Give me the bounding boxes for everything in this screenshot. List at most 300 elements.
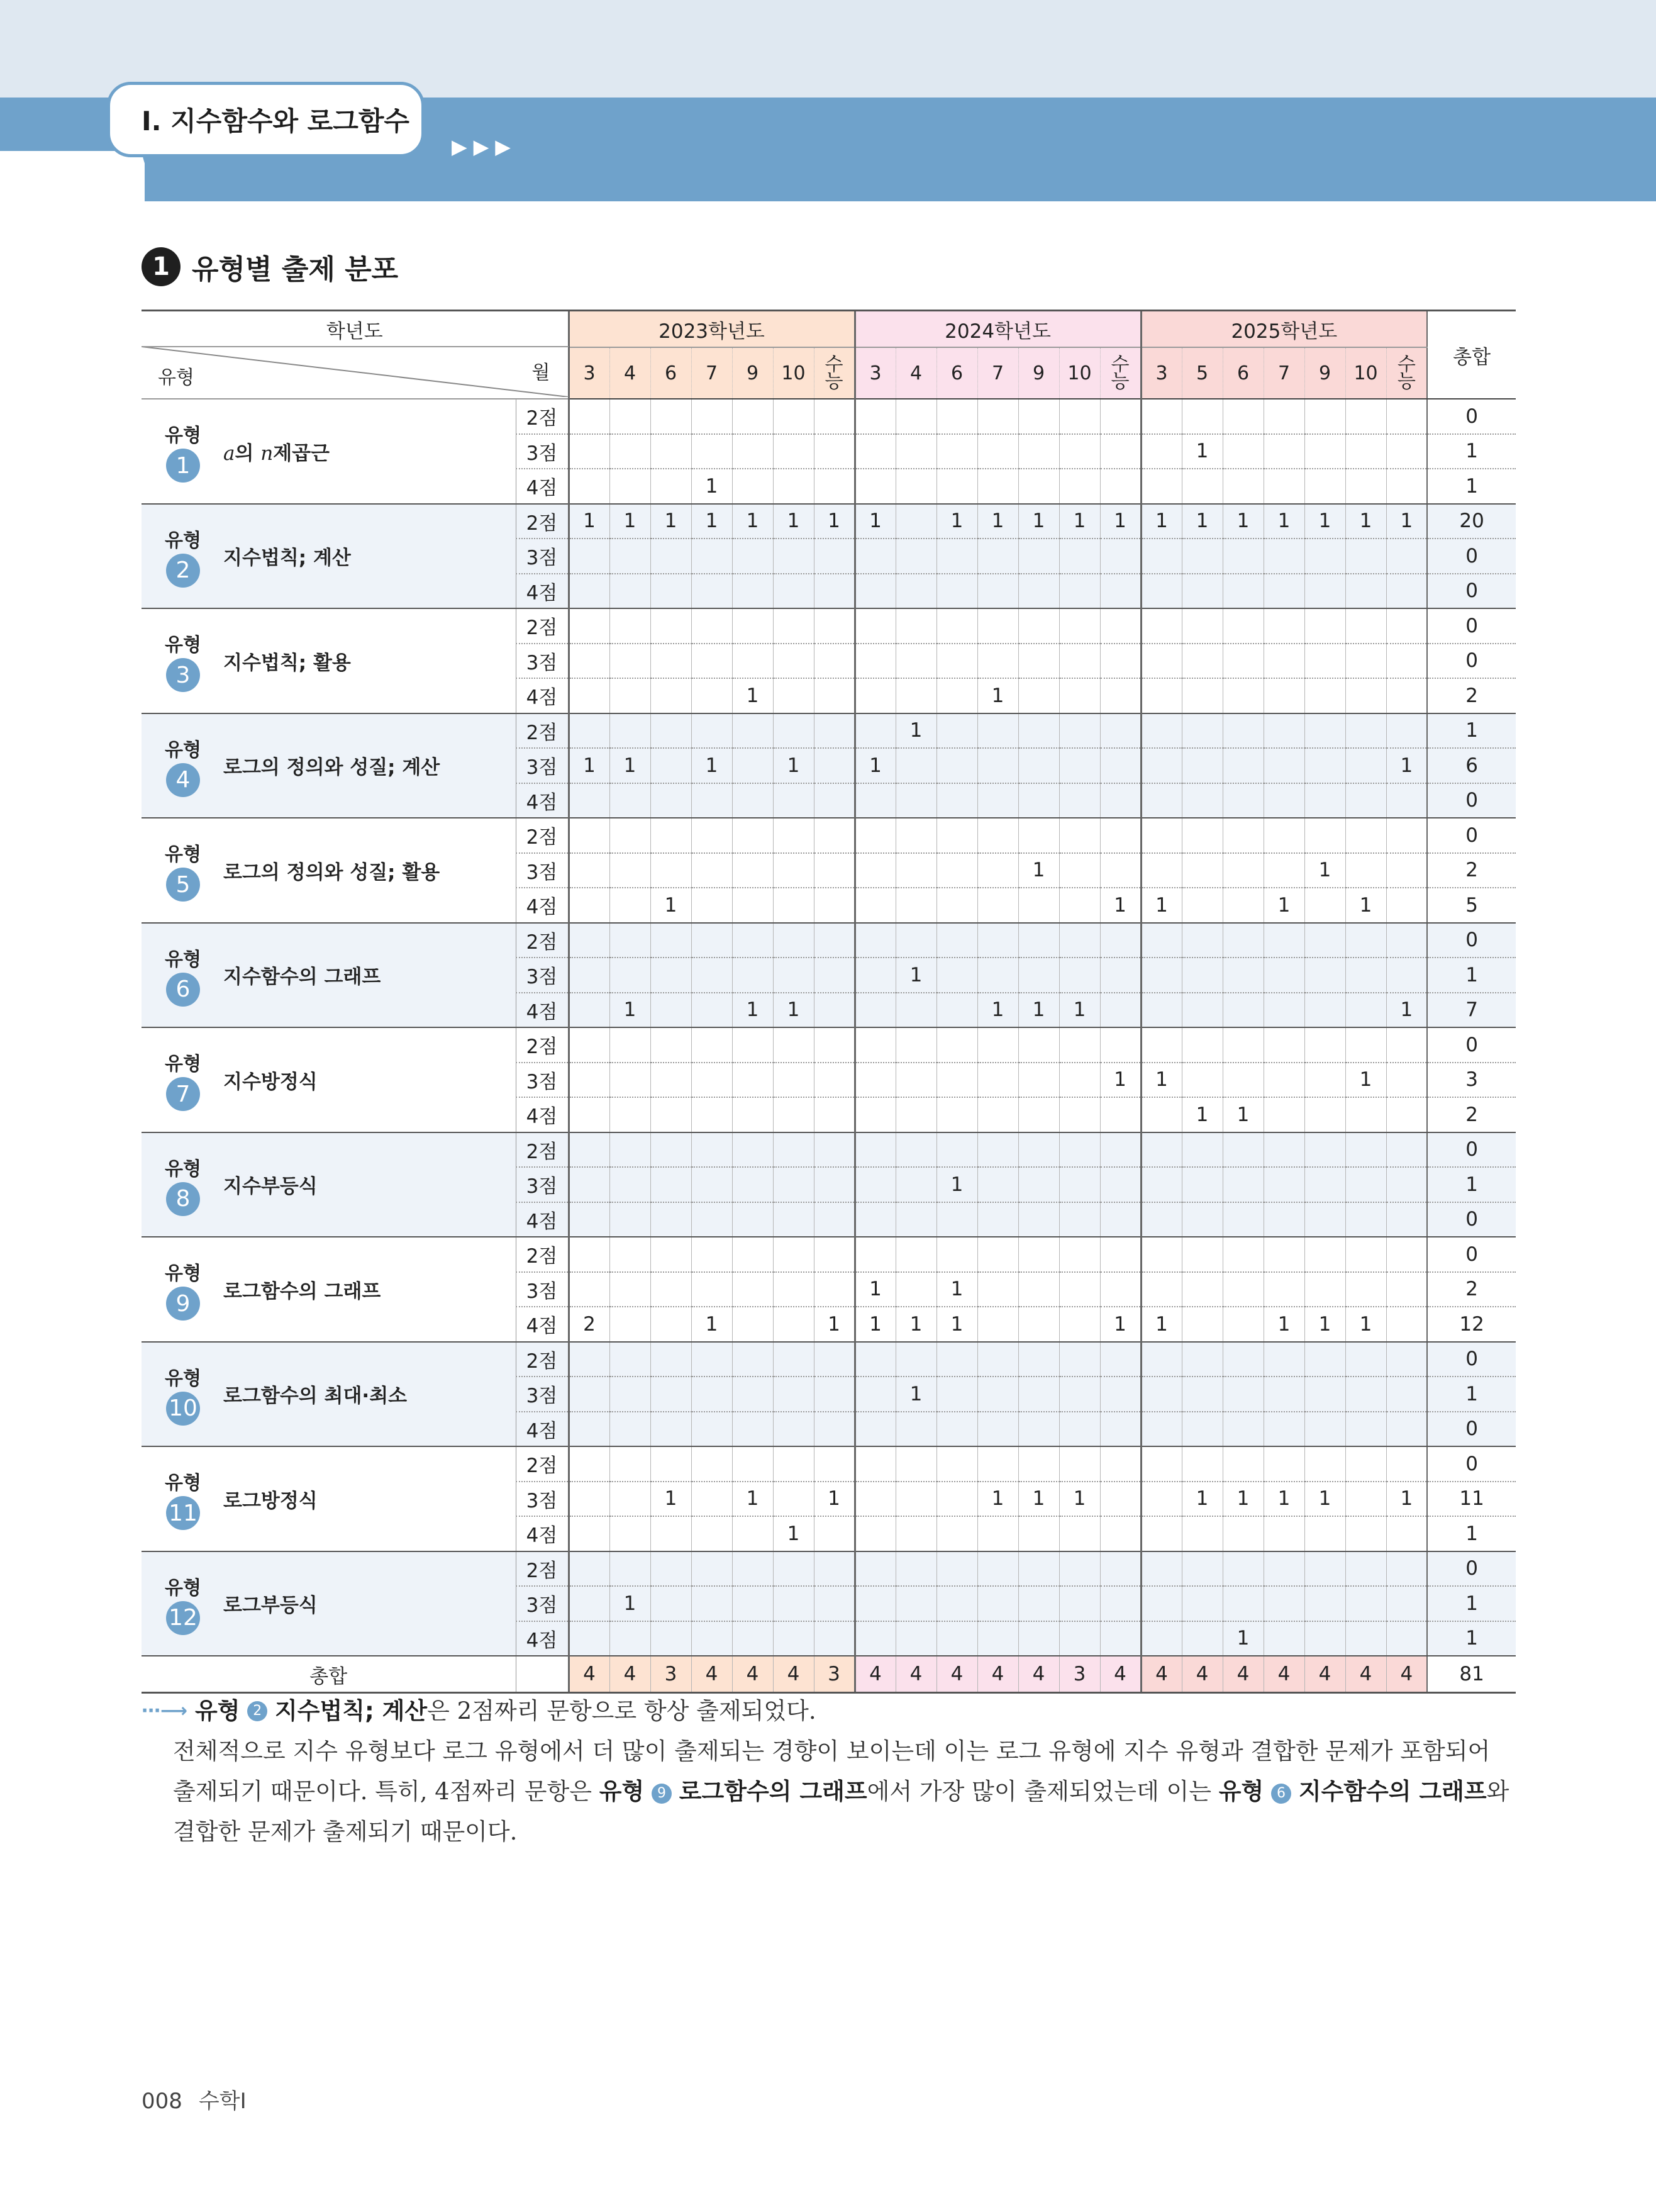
row-total: 0 <box>1427 1342 1516 1377</box>
count-cell: 1 <box>691 469 732 504</box>
type-number-badge: 10 <box>166 1392 200 1426</box>
count-cell <box>896 1237 936 1272</box>
count-cell <box>609 1621 650 1656</box>
count-cell <box>650 539 691 574</box>
count-cell <box>1386 958 1427 993</box>
row-total: 2 <box>1427 678 1516 713</box>
point-label: 3점 <box>516 1377 569 1412</box>
count-cell <box>650 713 691 749</box>
note1-type-label: 유형 <box>195 1697 240 1724</box>
count-cell <box>855 1237 896 1272</box>
count-cell <box>732 1202 773 1237</box>
count-cell <box>1018 1412 1059 1447</box>
count-cell <box>1018 818 1059 853</box>
distribution-table <box>142 310 1516 1694</box>
count-cell <box>773 888 814 923</box>
count-cell <box>691 644 732 679</box>
header-cut <box>0 151 145 201</box>
count-cell <box>1386 1446 1427 1482</box>
count-cell <box>1141 853 1182 888</box>
count-cell <box>1304 1551 1345 1587</box>
count-cell <box>609 574 650 609</box>
count-cell <box>773 1237 814 1272</box>
count-cell: 2 <box>569 1307 609 1342</box>
count-cell <box>650 1551 691 1587</box>
count-cell <box>896 504 936 539</box>
count-cell <box>936 853 977 888</box>
count-cell: 1 <box>1223 1097 1264 1132</box>
count-cell <box>1304 1063 1345 1098</box>
count-cell <box>1059 1307 1100 1342</box>
type-number-badge: 3 <box>166 658 200 692</box>
count-cell <box>1223 1132 1264 1168</box>
count-cell <box>1223 1412 1264 1447</box>
column-total: 4 <box>855 1656 896 1693</box>
count-cell <box>1059 434 1100 469</box>
count-cell <box>650 678 691 713</box>
count-cell <box>936 958 977 993</box>
row-total: 7 <box>1427 993 1516 1028</box>
count-cell <box>609 1377 650 1412</box>
count-cell: 1 <box>732 678 773 713</box>
count-cell: 1 <box>732 993 773 1028</box>
count-cell <box>773 539 814 574</box>
totals-row <box>142 1656 1516 1693</box>
count-cell <box>1141 993 1182 1028</box>
count-cell <box>1100 783 1141 818</box>
count-cell <box>1304 1097 1345 1132</box>
count-cell <box>936 469 977 504</box>
count-cell <box>691 1377 732 1412</box>
count-cell <box>1264 958 1304 993</box>
count-cell <box>609 1272 650 1307</box>
count-cell <box>1018 1097 1059 1132</box>
count-cell <box>896 1097 936 1132</box>
count-cell <box>855 539 896 574</box>
count-cell <box>1345 1202 1386 1237</box>
count-cell: 1 <box>1264 1307 1304 1342</box>
count-cell <box>650 923 691 958</box>
count-cell <box>1304 644 1345 679</box>
count-cell <box>814 958 855 993</box>
count-cell: 1 <box>1182 1097 1223 1132</box>
count-cell <box>814 608 855 644</box>
count-cell <box>569 1027 609 1063</box>
count-cell: 1 <box>1018 1482 1059 1517</box>
type-label <box>159 944 207 1007</box>
count-cell <box>1223 1272 1264 1307</box>
count-cell <box>977 434 1018 469</box>
count-cell <box>977 1516 1018 1551</box>
count-cell <box>1059 1516 1100 1551</box>
count-cell <box>1345 713 1386 749</box>
count-cell <box>1059 1167 1100 1202</box>
count-cell <box>896 1482 936 1517</box>
count-cell <box>814 1516 855 1551</box>
count-cell <box>1223 1167 1264 1202</box>
column-total: 4 <box>1264 1656 1304 1693</box>
count-cell <box>896 1412 936 1447</box>
count-cell <box>936 1412 977 1447</box>
table-row <box>142 923 1516 958</box>
type-prefix: 유형 <box>165 948 201 971</box>
count-cell <box>1059 1586 1100 1621</box>
point-label: 3점 <box>516 1167 569 1202</box>
section-number: 1 <box>142 247 181 286</box>
count-cell <box>855 1202 896 1237</box>
count-cell <box>977 1097 1018 1132</box>
count-cell <box>855 888 896 923</box>
count-cell: 1 <box>1345 1307 1386 1342</box>
count-cell <box>773 1412 814 1447</box>
count-cell: 1 <box>1386 1482 1427 1517</box>
count-cell <box>1059 958 1100 993</box>
count-cell <box>691 1342 732 1377</box>
count-cell <box>732 888 773 923</box>
count-cell: 1 <box>896 958 936 993</box>
count-cell <box>977 1412 1018 1447</box>
count-cell <box>1386 1551 1427 1587</box>
count-cell <box>1182 923 1223 958</box>
type-name-part: 의 <box>235 442 261 465</box>
type-number-badge: 8 <box>166 1182 200 1216</box>
count-cell <box>1182 783 1223 818</box>
point-label: 3점 <box>516 1586 569 1621</box>
count-cell: 1 <box>1141 1063 1182 1098</box>
count-cell <box>1182 1237 1223 1272</box>
count-cell <box>1304 1377 1345 1412</box>
count-cell <box>936 1446 977 1482</box>
count-cell <box>896 678 936 713</box>
count-cell <box>1223 608 1264 644</box>
count-cell <box>1264 644 1304 679</box>
count-cell <box>814 644 855 679</box>
count-cell <box>650 1237 691 1272</box>
column-total: 3 <box>814 1656 855 1693</box>
column-total: 4 <box>1345 1656 1386 1693</box>
point-label: 3점 <box>516 748 569 783</box>
count-cell <box>1100 748 1141 783</box>
type-cell <box>142 1132 516 1237</box>
count-cell <box>1182 644 1223 679</box>
count-cell <box>1264 1272 1304 1307</box>
point-label: 4점 <box>516 574 569 609</box>
count-cell <box>814 818 855 853</box>
count-cell <box>1059 818 1100 853</box>
count-cell <box>1264 1063 1304 1098</box>
point-label: 3점 <box>516 644 569 679</box>
count-cell <box>691 818 732 853</box>
count-cell <box>855 1551 896 1587</box>
count-cell <box>1264 539 1304 574</box>
count-cell <box>896 469 936 504</box>
count-cell <box>896 539 936 574</box>
row-total: 1 <box>1427 1167 1516 1202</box>
count-cell <box>1018 1132 1059 1168</box>
month-header: 6 <box>650 347 691 399</box>
count-cell: 1 <box>691 748 732 783</box>
count-cell <box>1182 608 1223 644</box>
count-cell <box>1264 574 1304 609</box>
month-header: 10 <box>773 347 814 399</box>
count-cell <box>814 1063 855 1098</box>
count-cell <box>732 783 773 818</box>
count-cell: 1 <box>1386 993 1427 1028</box>
count-cell <box>1059 713 1100 749</box>
count-cell <box>1304 818 1345 853</box>
count-cell: 1 <box>1386 504 1427 539</box>
count-cell <box>650 1377 691 1412</box>
count-cell <box>569 888 609 923</box>
type-label-box <box>142 420 516 483</box>
count-cell <box>1223 1586 1264 1621</box>
count-cell: 1 <box>773 748 814 783</box>
note-ref2-name: 지수함수의 그래프 <box>1298 1778 1487 1805</box>
note-ref2-label: 유형 <box>1218 1778 1264 1805</box>
type-label <box>159 1258 207 1321</box>
corner-year-label: 학년도 <box>326 320 383 343</box>
type-cell <box>142 608 516 713</box>
count-cell <box>855 1027 896 1063</box>
count-cell <box>1100 958 1141 993</box>
count-cell <box>1182 713 1223 749</box>
count-cell <box>691 853 732 888</box>
count-cell <box>1182 1202 1223 1237</box>
type-prefix: 유형 <box>165 634 201 657</box>
count-cell <box>855 678 896 713</box>
point-label: 2점 <box>516 818 569 853</box>
note1-type-name: 지수법칙; 계산 <box>275 1697 428 1724</box>
count-cell <box>1182 1412 1223 1447</box>
note-line-1 <box>142 1691 1519 1731</box>
count-cell <box>1345 574 1386 609</box>
count-cell <box>896 1621 936 1656</box>
count-cell <box>569 1132 609 1168</box>
type-prefix: 유형 <box>165 844 201 866</box>
column-total: 4 <box>1182 1656 1223 1693</box>
count-cell <box>1264 434 1304 469</box>
count-cell <box>855 399 896 434</box>
column-total: 4 <box>977 1656 1018 1693</box>
table-row <box>142 1237 1516 1272</box>
count-cell <box>1182 1307 1223 1342</box>
count-cell <box>977 888 1018 923</box>
count-cell <box>1345 853 1386 888</box>
count-cell <box>936 1586 977 1621</box>
count-cell <box>1345 1342 1386 1377</box>
count-cell <box>569 1237 609 1272</box>
type-cell <box>142 713 516 818</box>
row-total: 0 <box>1427 1551 1516 1587</box>
row-total: 2 <box>1427 853 1516 888</box>
count-cell <box>1100 993 1141 1028</box>
note-paragraph <box>142 1731 1519 1852</box>
type-number-badge: 12 <box>166 1601 200 1635</box>
point-label: 4점 <box>516 1097 569 1132</box>
count-cell <box>569 1482 609 1517</box>
type-cell <box>142 1551 516 1656</box>
count-cell <box>650 644 691 679</box>
count-cell <box>855 1342 896 1377</box>
row-total: 0 <box>1427 1027 1516 1063</box>
point-label: 4점 <box>516 888 569 923</box>
count-cell <box>896 1167 936 1202</box>
type-label-box <box>142 1467 516 1530</box>
count-cell <box>650 1132 691 1168</box>
count-cell <box>936 1551 977 1587</box>
count-cell <box>650 399 691 434</box>
count-cell <box>650 1621 691 1656</box>
count-cell <box>773 1446 814 1482</box>
count-cell <box>1386 539 1427 574</box>
count-cell <box>773 1377 814 1412</box>
count-cell <box>977 1621 1018 1656</box>
count-cell <box>936 713 977 749</box>
count-cell: 1 <box>569 748 609 783</box>
count-cell <box>855 644 896 679</box>
count-cell <box>1141 923 1182 958</box>
count-cell <box>1264 1202 1304 1237</box>
type-cell <box>142 1237 516 1342</box>
type-label-box <box>142 839 516 902</box>
count-cell: 1 <box>1059 1482 1100 1517</box>
count-cell <box>814 1202 855 1237</box>
count-cell <box>936 399 977 434</box>
point-label: 2점 <box>516 1237 569 1272</box>
count-cell <box>1141 434 1182 469</box>
count-cell <box>1264 783 1304 818</box>
count-cell <box>609 1132 650 1168</box>
count-cell <box>896 1551 936 1587</box>
count-cell <box>650 783 691 818</box>
month-header: 10 <box>1059 347 1100 399</box>
count-cell <box>896 608 936 644</box>
count-cell: 1 <box>1223 1621 1264 1656</box>
type-cell <box>142 818 516 923</box>
count-cell <box>1304 958 1345 993</box>
month-header: 6 <box>936 347 977 399</box>
count-cell <box>732 574 773 609</box>
count-cell <box>773 469 814 504</box>
count-cell <box>1141 1586 1182 1621</box>
count-cell <box>936 1027 977 1063</box>
count-cell <box>1386 469 1427 504</box>
type-number-badge: 1 <box>166 449 200 483</box>
table-row <box>142 504 1516 539</box>
count-cell <box>1059 923 1100 958</box>
count-cell <box>1264 1586 1304 1621</box>
count-cell <box>773 958 814 993</box>
count-cell <box>691 1132 732 1168</box>
count-cell: 1 <box>1304 853 1345 888</box>
count-cell <box>814 574 855 609</box>
count-cell <box>1264 1446 1304 1482</box>
count-cell <box>732 1237 773 1272</box>
count-cell <box>569 399 609 434</box>
count-cell <box>814 1551 855 1587</box>
type-name-text: 지수함수의 그래프 <box>223 966 381 989</box>
count-cell <box>650 434 691 469</box>
count-cell <box>1345 748 1386 783</box>
count-cell <box>855 1482 896 1517</box>
count-cell: 1 <box>773 504 814 539</box>
month-header: 9 <box>1304 347 1345 399</box>
count-cell <box>855 853 896 888</box>
count-cell <box>896 1446 936 1482</box>
count-cell <box>1386 1586 1427 1621</box>
type-label <box>159 734 207 797</box>
count-cell <box>1182 1586 1223 1621</box>
count-cell <box>855 1167 896 1202</box>
count-cell <box>609 399 650 434</box>
count-cell <box>1304 713 1345 749</box>
count-cell <box>1264 1377 1304 1412</box>
row-total: 12 <box>1427 1307 1516 1342</box>
type-cell <box>142 1342 516 1447</box>
point-label: 4점 <box>516 783 569 818</box>
count-cell <box>1304 1621 1345 1656</box>
count-cell <box>1100 1516 1141 1551</box>
point-label: 3점 <box>516 1063 569 1098</box>
count-cell <box>814 783 855 818</box>
corner-type-label: 유형 <box>158 367 194 389</box>
count-cell <box>1141 713 1182 749</box>
count-cell <box>936 888 977 923</box>
count-cell: 1 <box>1018 993 1059 1028</box>
count-cell <box>1182 888 1223 923</box>
count-cell <box>691 678 732 713</box>
count-cell <box>1386 1342 1427 1377</box>
count-cell <box>732 1621 773 1656</box>
type-label <box>159 1048 207 1111</box>
count-cell <box>650 958 691 993</box>
count-cell: 1 <box>1059 993 1100 1028</box>
count-cell <box>773 1482 814 1517</box>
type-prefix: 유형 <box>165 1472 201 1495</box>
count-cell: 1 <box>936 1307 977 1342</box>
count-cell <box>732 539 773 574</box>
count-cell <box>855 434 896 469</box>
type-label <box>159 1153 207 1216</box>
count-cell <box>1386 713 1427 749</box>
count-cell <box>569 469 609 504</box>
row-total: 0 <box>1427 574 1516 609</box>
column-total: 4 <box>1141 1656 1182 1693</box>
count-cell <box>732 818 773 853</box>
type-name <box>223 542 351 570</box>
count-cell <box>732 469 773 504</box>
count-cell <box>1018 1202 1059 1237</box>
count-cell <box>569 678 609 713</box>
count-cell <box>896 1027 936 1063</box>
point-label: 4점 <box>516 1412 569 1447</box>
count-cell <box>1059 888 1100 923</box>
count-cell <box>1345 783 1386 818</box>
row-total: 0 <box>1427 818 1516 853</box>
type-prefix: 유형 <box>165 1158 201 1180</box>
count-cell <box>773 1097 814 1132</box>
type-name <box>223 647 351 675</box>
count-cell <box>1304 608 1345 644</box>
type-number-badge: 5 <box>166 868 200 902</box>
count-cell <box>609 608 650 644</box>
count-cell <box>1264 608 1304 644</box>
count-cell <box>1100 1237 1141 1272</box>
count-cell <box>1059 1412 1100 1447</box>
count-cell <box>1059 539 1100 574</box>
count-cell <box>814 1097 855 1132</box>
count-cell <box>773 574 814 609</box>
